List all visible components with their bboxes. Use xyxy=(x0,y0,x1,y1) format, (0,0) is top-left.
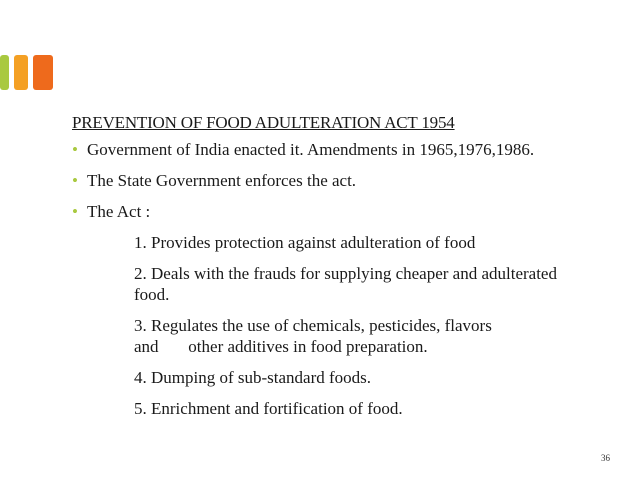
slide-title: PREVENTION OF FOOD ADULTERATION ACT 1954 xyxy=(72,113,455,132)
act-item: 3. Regulates the use of chemicals, pesticides, flavors and other additives in food preparation. xyxy=(134,316,492,356)
bullet-item xyxy=(72,170,592,191)
bullet-dot-icon: • xyxy=(72,171,78,190)
bullet-dot-icon: • xyxy=(72,140,78,159)
act-item: 4. Dumping of sub-standard foods. xyxy=(134,368,372,387)
act-item: 1. Provides protection against adulteration of food xyxy=(134,233,476,252)
decor-bar-green xyxy=(0,55,9,90)
page-number: 36 xyxy=(601,453,610,463)
act-item: 2. Deals with the frauds for supplying cheaper and adulterated food. xyxy=(134,264,562,304)
decor-bar-yellow xyxy=(14,55,28,90)
bullet-text: Government of India enacted it. Amendments in 1965,1976,1986. xyxy=(87,140,535,159)
bullet-text: The State Government enforces the act. xyxy=(87,171,357,190)
decor-bar-orange xyxy=(33,55,53,90)
act-items-list xyxy=(134,232,592,419)
bullet-item xyxy=(72,139,592,160)
bullet-dot-icon: • xyxy=(72,202,78,221)
act-item: 5. Enrichment and fortification of food. xyxy=(134,399,403,418)
bullet-text: The Act : xyxy=(87,202,151,221)
bullet-item xyxy=(72,201,592,222)
slide-content xyxy=(72,112,592,429)
